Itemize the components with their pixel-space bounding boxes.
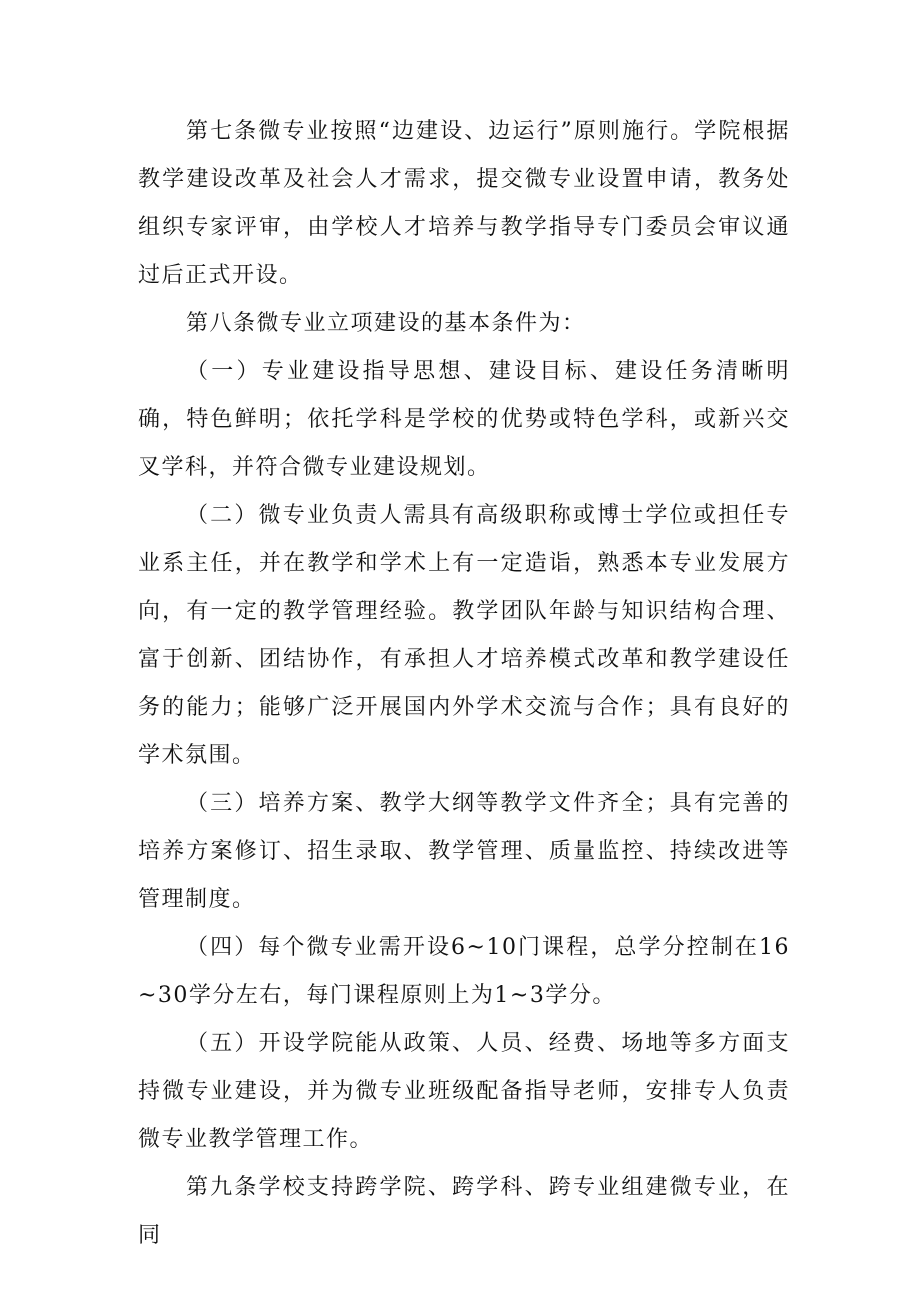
article-7-paragraph: 第七条微专业按照“边建设、边运行”原则施行。学院根据教学建设改革及社会人才需求，提交微专业设置申请，教务处组织专家评审，由学校人才培养与教学指导专门委员会审议通过后正式开设。 <box>138 119 790 288</box>
condition-5-paragraph: （五）开设学院能从政策、人员、经费、场地等多方面支持微专业建设，并为微专业班级配备指导老师，安排专人负责微专业教学管理工作。 <box>138 1031 790 1152</box>
document-body <box>138 108 790 1260</box>
condition-1-paragraph: （一）专业建设指导思想、建设目标、建设任务清晰明确，特色鲜明；依托学科是学校的优势或特色学科，或新兴交叉学科，并符合微专业建设规划。 <box>138 359 790 480</box>
condition-3-paragraph: （三）培养方案、教学大纲等教学文件齐全；具有完善的培养方案修订、招生录取、教学管理、质量监控、持续改进等管理制度。 <box>138 791 790 912</box>
article-9-paragraph: 第九条学校支持跨学院、跨学科、跨专业组建微专业，在同 <box>138 1175 790 1248</box>
condition-4-paragraph: （四）每个微专业需开设6~10门课程，总学分控制在16~30学分左右，每门课程原则上为1~3学分。 <box>138 935 790 1008</box>
condition-2-paragraph: （二）微专业负责人需具有高级职称或博士学位或担任专业系主任，并在教学和学术上有一定造诣，熟悉本专业发展方向，有一定的教学管理经验。教学团队年龄与知识结构合理、富于创新、团结协作，有承担人才培养模式改革和教学建设任务的能力；能够广泛开展国内外学术交流与合作；具有良好的学术氛围。 <box>138 503 790 768</box>
article-8-heading: 第八条微专业立项建设的基本条件为： <box>186 311 586 336</box>
